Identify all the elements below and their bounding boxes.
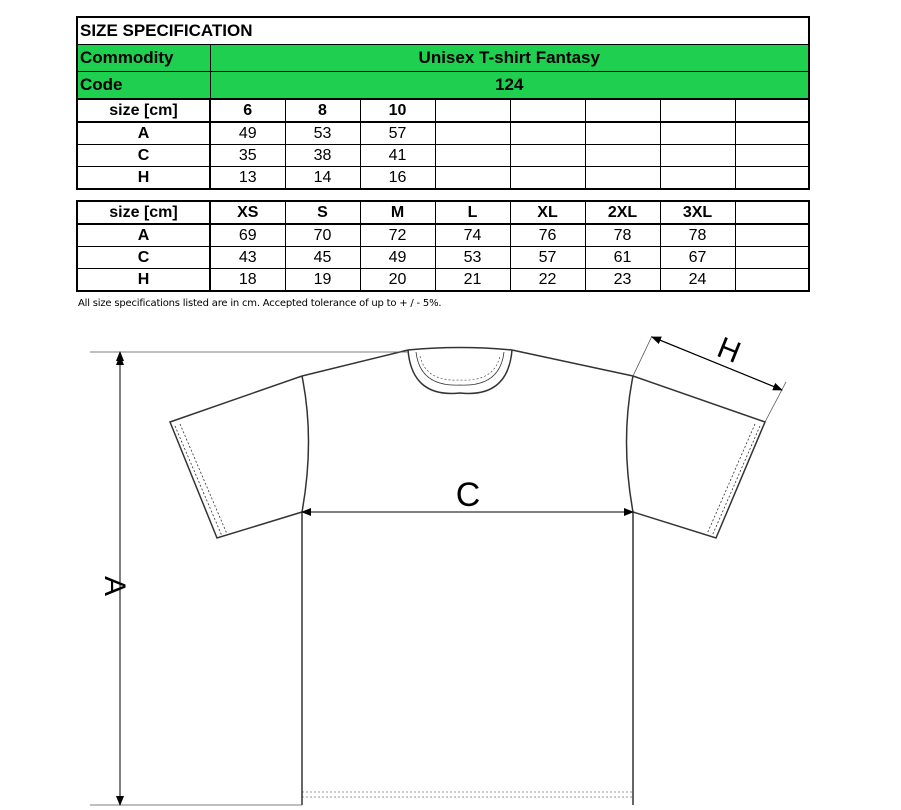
row-label: H xyxy=(77,269,210,292)
table-row xyxy=(77,145,809,167)
adult-size-table xyxy=(76,200,810,292)
table-cell xyxy=(585,167,660,190)
table-cell: 20 xyxy=(360,269,435,292)
column-header: size [cm] xyxy=(77,99,210,122)
table-cell: 76 xyxy=(510,224,585,247)
kids-header-row xyxy=(77,99,809,122)
table-cell xyxy=(660,167,735,190)
table-row xyxy=(77,269,809,292)
table-cell: 69 xyxy=(210,224,285,247)
row-label: C xyxy=(77,247,210,269)
column-header xyxy=(735,201,809,224)
table-row xyxy=(77,122,809,145)
column-header xyxy=(660,99,735,122)
table-cell: 18 xyxy=(210,269,285,292)
table-cell: 57 xyxy=(360,122,435,145)
column-header: XL xyxy=(510,201,585,224)
column-header xyxy=(735,99,809,122)
label-a: A xyxy=(98,575,131,597)
row-label: A xyxy=(77,122,210,145)
table-cell xyxy=(735,247,809,269)
table-cell xyxy=(735,145,809,167)
measure-a xyxy=(90,352,408,805)
table-cell: 49 xyxy=(210,122,285,145)
column-header: 3XL xyxy=(660,201,735,224)
table-cell: 53 xyxy=(435,247,510,269)
table-cell: 43 xyxy=(210,247,285,269)
table-cell: 13 xyxy=(210,167,285,190)
table-cell xyxy=(585,122,660,145)
table-cell: 22 xyxy=(510,269,585,292)
table-cell xyxy=(435,167,510,190)
table-cell: 57 xyxy=(510,247,585,269)
column-header xyxy=(585,99,660,122)
table-row xyxy=(77,224,809,247)
table-cell xyxy=(435,145,510,167)
table-cell xyxy=(660,122,735,145)
table-cell: 16 xyxy=(360,167,435,190)
table-cell: 24 xyxy=(660,269,735,292)
column-header: L xyxy=(435,201,510,224)
code-value: 124 xyxy=(210,72,809,100)
table-cell: 21 xyxy=(435,269,510,292)
spec-title: SIZE SPECIFICATION xyxy=(77,17,809,45)
table-row xyxy=(77,247,809,269)
commodity-label: Commodity xyxy=(77,45,210,72)
table-cell xyxy=(585,145,660,167)
table-cell: 49 xyxy=(360,247,435,269)
tolerance-note: All size specifications listed are in cm. Accepted tolerance of up to + / - 5%. xyxy=(78,298,442,309)
table-cell: 72 xyxy=(360,224,435,247)
table-cell xyxy=(660,145,735,167)
table-cell: 78 xyxy=(585,224,660,247)
column-header xyxy=(510,99,585,122)
commodity-value: Unisex T-shirt Fantasy xyxy=(210,45,809,72)
code-label: Code xyxy=(77,72,210,100)
table-cell: 38 xyxy=(285,145,360,167)
table-cell xyxy=(510,122,585,145)
adult-header-row xyxy=(77,201,809,224)
table-cell xyxy=(735,167,809,190)
table-cell: 78 xyxy=(660,224,735,247)
table-cell: 53 xyxy=(285,122,360,145)
table-cell: 70 xyxy=(285,224,360,247)
table-cell xyxy=(735,224,809,247)
column-header xyxy=(435,99,510,122)
table-cell: 74 xyxy=(435,224,510,247)
column-header: 6 xyxy=(210,99,285,122)
row-label: H xyxy=(77,167,210,190)
column-header: size [cm] xyxy=(77,201,210,224)
table-cell: 14 xyxy=(285,167,360,190)
column-header: S xyxy=(285,201,360,224)
label-c: C xyxy=(455,476,481,514)
table-cell xyxy=(735,269,809,292)
measure-h-guides xyxy=(633,336,786,422)
row-label: C xyxy=(77,145,210,167)
table-cell xyxy=(735,122,809,145)
table-row xyxy=(77,167,809,190)
table-cell: 19 xyxy=(285,269,360,292)
table-cell: 45 xyxy=(285,247,360,269)
table-cell: 35 xyxy=(210,145,285,167)
table-cell: 41 xyxy=(360,145,435,167)
table-cell: 23 xyxy=(585,269,660,292)
kids-size-table xyxy=(76,98,810,190)
spec-header-table xyxy=(76,16,810,100)
tshirt-diagram xyxy=(0,320,901,810)
label-h: H xyxy=(712,331,746,370)
table-cell xyxy=(435,122,510,145)
table-cell: 67 xyxy=(660,247,735,269)
row-label: A xyxy=(77,224,210,247)
table-cell xyxy=(510,167,585,190)
column-header: 10 xyxy=(360,99,435,122)
column-header: 2XL xyxy=(585,201,660,224)
table-cell: 61 xyxy=(585,247,660,269)
tshirt-outline xyxy=(170,348,765,806)
column-header: XS xyxy=(210,201,285,224)
table-cell xyxy=(510,145,585,167)
column-header: M xyxy=(360,201,435,224)
column-header: 8 xyxy=(285,99,360,122)
